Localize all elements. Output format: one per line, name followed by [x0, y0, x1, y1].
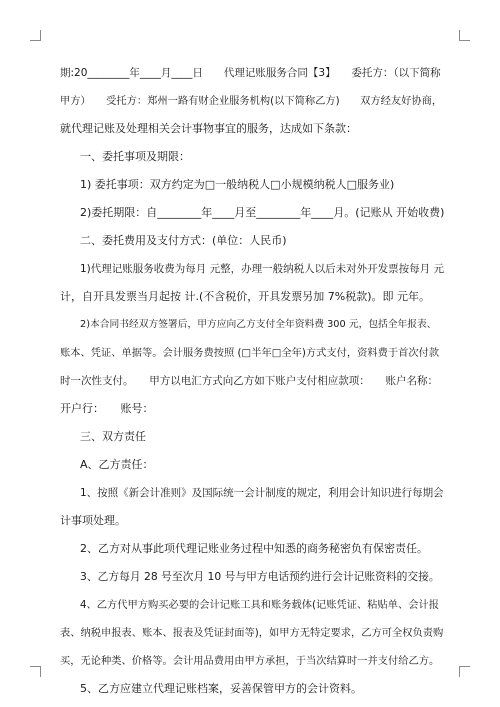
text-line: 1)代理记账服务收费为每月 元整，办理一般纳税人以后未对外开发票按每月 元: [80, 263, 444, 275]
subsection-heading: A、乙方责任：: [80, 458, 154, 471]
text-line: 就代理记账及处理相关会计事物事宜的服务，达成如下条款：: [60, 122, 357, 135]
text-line: 甲方） 受托方：郑州一路有财企业服务机构(以下简称乙方) 双方经友好协商，: [60, 95, 443, 107]
text-line: 计事项处理。: [60, 514, 126, 527]
text-line: 1) 委托事项：双方约定为□一般纳税人□小规模纳税人□服务业): [80, 178, 395, 191]
text-line: 2)本合同书经双方签署后，甲方应向乙方支付全年资料费 300 元，包括全年报表、: [80, 319, 437, 330]
text-line: 表、纳税申报表、账本、报表及凭证封面等)，如甲方无特定要求，乙方可全权负责购: [60, 627, 444, 639]
text-line: 3、乙方每月 28 号至次月 10 号与甲方电话预约进行会计记账资料的交接。: [80, 570, 440, 583]
crop-mark-top-right: [459, 30, 470, 41]
crop-mark-top-left: [30, 30, 41, 41]
section-heading: 三、双方责任: [80, 430, 146, 443]
text-line: 4、乙方代甲方购买必要的会计记账工具和账务载体(记账凭证、粘贴单、会计报: [80, 599, 440, 611]
text-line: 计，自开具发票当月起按 计.(不含税价，开具发票另加 7%税款)。即 元年。: [60, 290, 431, 303]
text-line: 账本、凭证、单据等。会计服务费按照 (□半年□全年)方式支付，资料费于首次付款: [60, 347, 440, 359]
crop-mark-bottom-left: [30, 666, 41, 677]
text-line: 2、乙方对从事此项代理记账业务过程中知悉的商务秘密负有保密责任。: [80, 542, 428, 555]
section-heading: 一、委托事项及期限：: [80, 150, 190, 163]
text-line: 开户行： 账号：: [60, 402, 154, 415]
text-line: 2)委托期限：自________年____月至________年____月。(记账从 开始收费): [80, 206, 445, 219]
section-heading: 二、委托费用及支付方式：(单位：人民币): [80, 234, 287, 247]
text-line: 1、按照《新会计准则》及国际统一会计制度的规定，利用会计知识进行每期会: [80, 487, 444, 499]
text-line: 买，无论种类、价格等。会计用品费用由甲方承担，于当次结算时一并支付给乙方。: [60, 655, 440, 667]
crop-mark-bottom-right: [459, 666, 470, 677]
text-line: 期:20________年____月____日 代理记账服务合同【3】 委托方：（以下简称: [60, 67, 441, 79]
text-line: 5、乙方应建立代理记账档案，妥善保管甲方的会计资料。: [80, 682, 362, 695]
text-line: 时一次性支付。 甲方以电汇方式向乙方如下账户支付相应款项： 账户名称：: [60, 375, 438, 387]
